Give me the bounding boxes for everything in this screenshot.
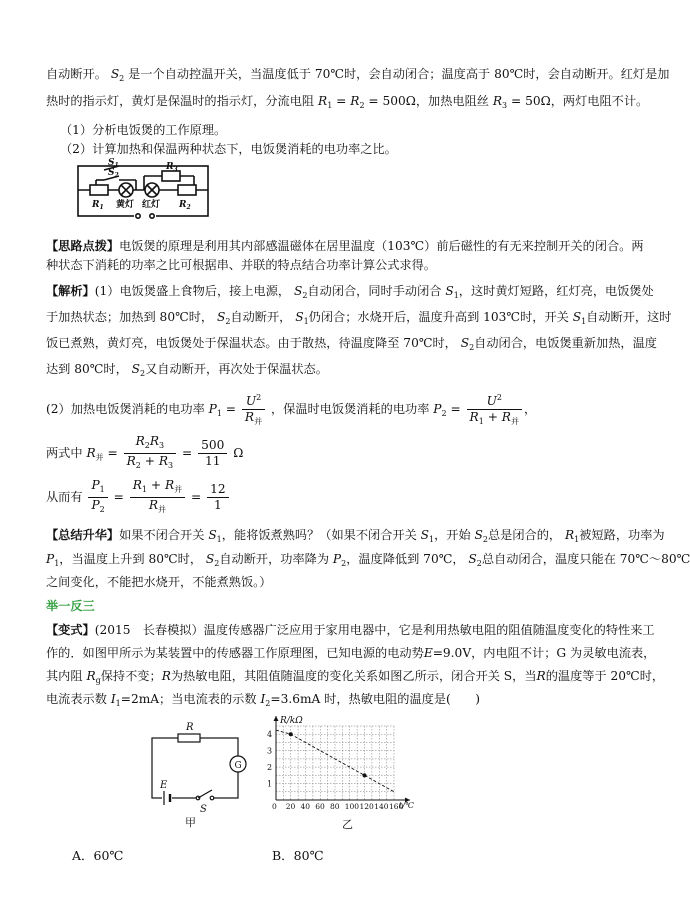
data-point [363, 773, 367, 777]
option-a[interactable]: A．60℃ [72, 848, 124, 863]
power-ratio-formula: 从而有 $\frac{P_1}{P_2}$ = $\frac{R_1 + R_并}{R_并}$ = $\frac{12}{1}$ [46, 478, 231, 517]
summary-line-1: 【总结升华】如果不闭合开关 $S_1$，能将饭煮熟吗？（如果不闭合开关 $S_1$，开始 $S_2$总是闭合的， $R_1$被短路，功率为 [46, 528, 665, 544]
x-tick-label: 60 [315, 802, 325, 811]
variant-line-3: 其内阻 $R_g$保持不变；R为热敏电阻，其阻值随温度的变化关系如图乙所示，闭合开关 S，当R的温度等于 20℃时， [46, 669, 665, 685]
label-r3: $R_3$ [166, 162, 178, 173]
solution-line-2: 于加热状态；加热到 80℃时， $S_2$自动断开， $S_1$仍闭合；水烧开后，温度升高到 103℃时，开关 $S_1$自动断开，这时 [46, 310, 672, 326]
y-tick-label: 3 [267, 746, 273, 756]
x-tick-label: 160 [389, 802, 404, 811]
parallel-resistance-formula: 两式中 $R_并$ = $\frac{R_2R_3}{R_2 + R_3}$ = $\frac{500}{11}$ Ω [46, 434, 244, 470]
x-tick-label: 80 [330, 802, 340, 811]
chart-ticks [267, 730, 404, 811]
y-axis-label: R/kΩ [280, 716, 303, 726]
option-b[interactable]: B．80℃ [272, 848, 324, 863]
chart-grid [276, 726, 394, 800]
question-1: （1）分析电饭煲的工作原理。 [60, 123, 227, 137]
resistance-temperature-chart [258, 714, 428, 834]
label-red-lamp: 红灯 [142, 200, 161, 210]
x-tick-label: 0 [272, 802, 277, 811]
caption-yi: 乙 [342, 818, 353, 831]
rice-cooker-circuit-diagram [74, 160, 214, 226]
solution-line-4: 达到 80℃时， $S_2$又自动断开，再次处于保温状态。 [46, 362, 328, 378]
x-tick-label: 100 [344, 802, 360, 811]
problem-line-2: 热时的指示灯，黄灯是保温时的指示灯，分流电阻 $R_1 = R_2 = 500\Omega$，加热电阻丝 $R_3 = 50\Omega$，两灯电阻不计。 [46, 94, 649, 110]
label-switch: S [200, 804, 207, 815]
section-heading: 举一反三 [46, 599, 95, 613]
variant-line-4: 电流表示数 $I_1=2mA$；当电流表的示数 $I_2=3.6mA$ 时，热敏电阻的温度是( ) [46, 692, 480, 708]
question-2: （2）计算加热和保温两种状态下，电饭煲消耗的电功率之比。 [60, 142, 397, 156]
label-galvanometer: G [234, 761, 242, 771]
hint-line-2: 种状态下消耗的功率之比可根据串、并联的特点结合功率计算公式求得。 [46, 258, 436, 272]
problem-line-1: 自动断开。 $S_2$ 是一个自动控温开关，当温度低于 70℃时，会自动闭合；温度高于 80℃时，会自动断开。红灯是加 [46, 67, 670, 83]
x-tick-label: 120 [359, 802, 374, 811]
data-point [289, 732, 293, 736]
label-s2: $S_2$ [108, 168, 119, 179]
summary-line-2: $P_1$，当温度上升到 80℃时， $S_2$自动断开，功率降为 $P_2$，温度降低到 70℃， $S_2$总自动闭合，温度只能在 70℃～80℃ [46, 552, 690, 568]
power-formulas: (2）加热电饭煲消耗的电功率 $P_1$ = $\frac{U^2}{R_并}$ ，保温时电饭煲消耗的电功率 $P_2$ = $\frac{U^2}{R_1 + R_并}$ ， [46, 390, 536, 429]
x-axis-label: t/℃ [399, 801, 414, 810]
y-tick-label: 4 [267, 730, 273, 740]
x-tick-label: 40 [300, 802, 311, 811]
label-r: R [186, 722, 194, 733]
y-tick-label: 2 [267, 763, 273, 773]
label-r1: $R_1$ [92, 200, 104, 211]
chart-axes [274, 716, 411, 803]
hint-line-1: 【思路点拨】电饭煲的原理是利用其内部感温磁体在居里温度（103℃）前后磁性的有无来控制开关的闭合。两 [46, 239, 644, 253]
summary-line-3: 之间变化，不能把水烧开，不能煮熟饭。） [46, 575, 272, 589]
variant-line-1: 【变式】(2015 长春模拟）温度传感器广泛应用于家用电器中，它是利用热敏电阻的阻值随温度变化的特性来工 [46, 623, 655, 637]
y-axis-arrow [274, 716, 279, 721]
x-tick-label: 20 [285, 802, 296, 811]
solution-line-1: 【解析】(1）电饭煲盛上食物后，接上电源， $S_2$自动闭合，同时手动闭合 $S_1$，这时黄灯短路，红灯亮，电饭煲处 [46, 284, 654, 300]
label-emf: E [160, 780, 168, 791]
y-tick-label: 1 [267, 779, 273, 789]
x-tick-label: 140 [374, 802, 389, 811]
solution-line-3: 饭已煮熟，黄灯亮，电饭煲处于保温状态。由于散热，待温度降至 70℃时， $S_2$自动闭合，电饭煲重新加热，温度 [46, 336, 657, 352]
label-yellow-lamp: 黄灯 [116, 200, 135, 210]
caption-jia: 甲 [185, 816, 196, 829]
label-s1: $S_1$ [108, 158, 119, 169]
sensor-circuit-diagram [140, 720, 250, 830]
label-r2: $R_2$ [179, 200, 191, 211]
variant-line-2: 作的．如图甲所示为某装置中的传感器工作原理图，已知电源的电动势E=9.0V，内电阻不计；G 为灵敏电流表， [46, 646, 656, 660]
